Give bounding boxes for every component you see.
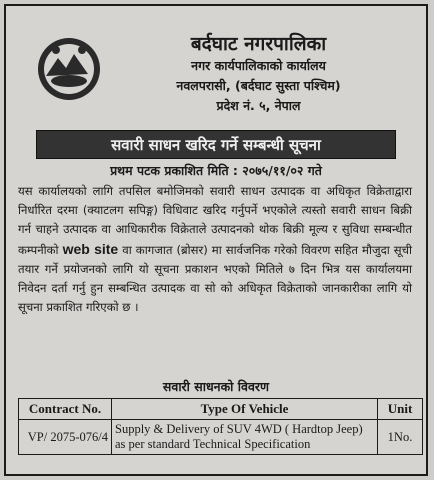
notice-frame <box>4 4 428 476</box>
notice-header <box>6 6 426 126</box>
table-header-row <box>19 399 423 420</box>
header-vehicle-type: Type Of Vehicle <box>112 399 378 420</box>
nepal-emblem-icon <box>36 36 102 102</box>
notice-body <box>18 182 412 317</box>
province-line: प्रदेश नं. ५, नेपाल <box>216 98 301 113</box>
vehicle-description-title: सवारी साधनको विवरण <box>162 379 270 394</box>
office-name: नगर कार्यपालिकाको कार्यालय <box>191 58 326 73</box>
cell-vehicle-type: Supply & Delivery of SUV 4WD ( Hardtop Jeep) as per standard Technical Specification <box>112 420 378 455</box>
header-contract-no: Contract No. <box>19 399 112 420</box>
body-text-before: यस कार्यालयको लागि तपसिल बमोजिमको सवारी साधन उत्पादक वा अधिकृत विक्रेताद्वारा निर्धारित दरमा (क्याटलग सपिङ्ग) विधिवाट खरिद गर्नुपर्ने भएकोले त्यस्तो सवारी साधन बिक्री गर्न चाहने उत्पादक वा आधिकारीक विक्रेताले उत्पादनको थोक बिक्री मूल्य र सुविधा सम्बन्धीत कम्पनीको <box>18 184 412 257</box>
cell-contract-no: VP/ 2075-076/4 <box>19 420 112 455</box>
body-text-after: वा कागजात (ब्रोसर) मा सार्वजनिक गरेको विवरण सहित मौजुदा सूची तयार गर्ने प्रयोजनको लागि यो सूचना प्रकाशन भएको मितिले ७ दिन भित्र यस कार्यालयमा निवेदन दर्ता गर्नु हुन सम्बन्धित उत्पादक वा सो को अधिकृत विक्रेताको जानकारीका लागि यो सूचना प्रकाशित गरिएको छ । <box>18 242 413 315</box>
vehicle-table <box>18 398 423 455</box>
header-unit: Unit <box>378 399 423 420</box>
org-name: बर्दघाट नगरपालिका <box>190 33 327 55</box>
cell-unit: 1No. <box>378 420 423 455</box>
address-line: नवलपरासी, (बर्दघाट सुस्ता पश्चिम) <box>176 78 341 93</box>
publication-date: प्रथम पटक प्रकाशित मिति : २०७५/११/०२ गते <box>110 163 322 178</box>
body-web-text: web site <box>62 240 119 257</box>
header-text <box>101 32 416 116</box>
notice-title-banner: सवारी साधन खरिद गर्ने सम्बन्धी सूचना <box>36 130 396 159</box>
table-row <box>19 420 423 455</box>
